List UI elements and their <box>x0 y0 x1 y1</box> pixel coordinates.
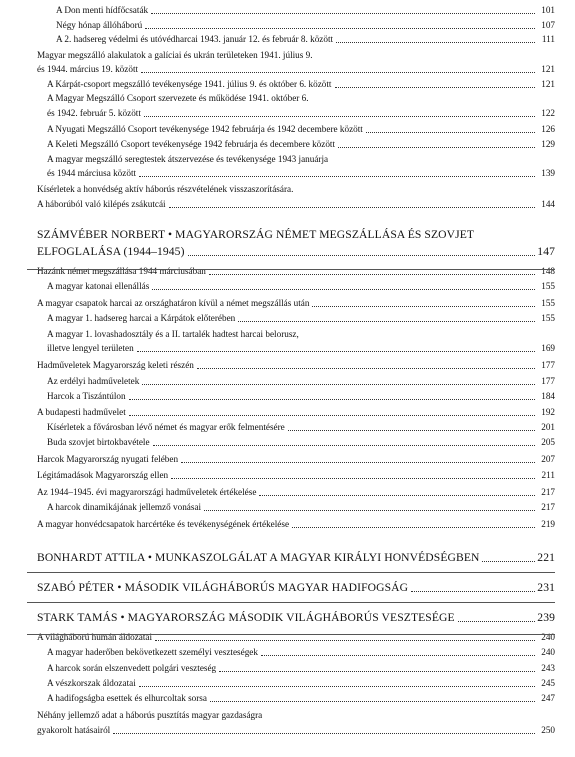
toc-page-number: 217 <box>541 487 555 497</box>
toc-entry-label: A magyar katonai ellenállás <box>47 281 150 291</box>
toc-entry-label: A budapesti hadművelet <box>37 407 126 417</box>
leader-dots <box>129 390 535 400</box>
leader-dots <box>204 501 535 511</box>
leader-dots <box>137 342 535 352</box>
leader-dots <box>210 692 535 702</box>
toc-page-number: 155 <box>541 281 555 291</box>
leader-dots <box>209 265 535 275</box>
toc-page-number: 122 <box>541 108 555 118</box>
toc-entry-label: A háborúból való kilépés zsákutcái <box>37 199 166 209</box>
leader-dots <box>458 610 535 622</box>
toc-entry-label: SZABÓ PÉTER • MÁSODIK VILÁGHÁBORÚS MAGYAR HADIFOGSÁG <box>37 581 409 594</box>
leader-dots <box>197 359 535 369</box>
leader-dots <box>169 198 535 208</box>
toc-page-number: 177 <box>541 360 555 370</box>
leader-dots <box>152 280 535 290</box>
toc-entry-label: illetve lengyel területen <box>47 343 134 353</box>
toc-page-number: 121 <box>541 64 555 74</box>
toc-entry-label: Hazánk német megszállása 1944 márciusában <box>37 266 206 276</box>
leader-dots <box>155 631 535 641</box>
toc-entry-label: Magyar megszálló alakulatok a galíciai és ukrán területeken 1941. július 9. <box>37 50 313 60</box>
toc-page-number: 221 <box>537 551 555 564</box>
toc-entry-label: Buda szovjet birtokbavétele <box>47 437 150 447</box>
leader-dots <box>312 297 535 307</box>
toc-page-number: 148 <box>541 266 555 276</box>
leader-dots <box>171 469 535 479</box>
toc-page-number: 155 <box>541 298 555 308</box>
leader-dots <box>113 724 535 734</box>
toc-page-number: 211 <box>541 470 555 480</box>
toc-page-number: 243 <box>541 663 555 673</box>
section-divider <box>27 634 555 635</box>
toc-page-number: 201 <box>541 422 555 432</box>
leader-dots <box>288 421 535 431</box>
toc-page-number: 250 <box>541 725 555 735</box>
toc-entry-label: Kísérletek a fővárosban lévő német és magyar erők felmentésére <box>47 422 285 432</box>
leader-dots <box>238 312 535 322</box>
toc-entry-label: A világháború humán áldozatai <box>37 632 153 642</box>
toc-entry-label: A Don menti hídfőcsaták <box>56 5 149 15</box>
toc-page-number: 207 <box>541 454 555 464</box>
toc-page-number: 217 <box>541 502 555 512</box>
toc-entry-label: A magyar haderőben bekövetkezett személyi veszteségek <box>47 647 258 657</box>
leader-dots <box>338 138 535 148</box>
toc-page-number: 177 <box>541 376 555 386</box>
section-divider <box>27 602 555 603</box>
toc-page-number: 155 <box>541 313 555 323</box>
toc-entry-label: STARK TAMÁS • MAGYARORSZÁG MÁSODIK VILÁGHÁBORÚS VESZTESÉGE <box>37 611 455 624</box>
toc-page-number: 147 <box>537 245 555 258</box>
toc-entry-label: A Keleti Megszálló Csoport tevékenysége 1942 februárja és decembere között <box>47 139 336 149</box>
toc-page-number: 184 <box>541 391 555 401</box>
toc-page-number: 239 <box>537 611 555 624</box>
toc-entry-label: és 1944. március 19. között <box>37 64 139 74</box>
toc-page-number: 192 <box>541 407 555 417</box>
toc-entry-label: Légitámadások Magyarország ellen <box>37 470 169 480</box>
toc-entry-label: SZÁMVÉBER NORBERT • MAGYARORSZÁG NÉMET MEGSZÁLLÁSA ÉS SZOVJET <box>37 228 475 241</box>
toc-entry-label: A magyar 1. hadsereg harcai a Kárpátok előterében <box>47 313 236 323</box>
toc-page-number: 247 <box>541 693 555 703</box>
toc-page-number: 129 <box>541 139 555 149</box>
leader-dots <box>139 167 535 177</box>
toc-entry-label: A vészkorszak áldozatai <box>47 678 136 688</box>
toc-entry-label: és 1942. február 5. között <box>47 108 141 118</box>
toc-entry-label: A magyar megszálló seregtestek átszervezése és tevékenysége 1943 januárja <box>47 154 329 164</box>
toc-page-number: 231 <box>537 581 555 594</box>
leader-dots <box>188 244 535 256</box>
leader-dots <box>141 63 535 73</box>
toc-entry-label: Hadműveletek Magyarország keleti részén <box>37 360 194 370</box>
leader-dots <box>145 19 535 29</box>
leader-dots <box>336 33 535 43</box>
leader-dots <box>292 518 535 528</box>
leader-dots <box>139 677 535 687</box>
toc-entry-label: A Nyugati Megszálló Csoport tevékenysége 1942 februárja és 1942 decembere között <box>47 124 363 134</box>
section-divider <box>27 572 555 573</box>
toc-page-number: 144 <box>541 199 555 209</box>
toc-entry-label: és 1944 márciusa között <box>47 168 137 178</box>
toc-entry-label: Néhány jellemző adat a háborús pusztítás magyar gazdaságra <box>37 710 263 720</box>
toc-page-number: 121 <box>541 79 555 89</box>
toc-page-number: 240 <box>541 647 555 657</box>
toc-entry-label: A magyar csapatok harcai az országhatáron kívül a német megszállás után <box>37 298 310 308</box>
toc-entry-label: Harcok a Tiszántúlon <box>47 391 126 401</box>
toc-page-number: 205 <box>541 437 555 447</box>
toc-page-number: 126 <box>541 124 555 134</box>
leader-dots <box>129 406 535 416</box>
toc-entry-label: A harcok során elszenvedett polgári veszteség <box>47 663 217 673</box>
toc-entry-label: A Magyar Megszálló Csoport szervezete és működése 1941. október 6. <box>47 93 309 103</box>
leader-dots <box>219 662 535 672</box>
leader-dots <box>335 78 535 88</box>
toc-page-number: 101 <box>541 5 555 15</box>
toc-entry-label: gyakorolt hatásairól <box>37 725 111 735</box>
toc-entry-label: A Kárpát-csoport megszálló tevékenysége 1941. július 9. és október 6. között <box>47 79 332 89</box>
toc-entry-label: A harcok dinamikájának jellemző vonásai <box>47 502 202 512</box>
leader-dots <box>142 375 535 385</box>
leader-dots <box>181 453 535 463</box>
toc-entry-label: Az 1944–1945. évi magyarországi hadműveletek értékelése <box>37 487 257 497</box>
toc-entry-label: A hadifogságba esettek és elhurcoltak sorsa <box>47 693 207 703</box>
leader-dots <box>482 550 535 562</box>
leader-dots <box>151 4 535 14</box>
toc-entry-label: A 2. hadsereg védelmi és utóvédharcai 1943. január 12. és február 8. között <box>56 34 334 44</box>
toc-page-number: 240 <box>541 632 555 642</box>
toc-page-number: 245 <box>541 678 555 688</box>
toc-page-number: 169 <box>541 343 555 353</box>
toc-entry-label: BONHARDT ATTILA • MUNKASZOLGÁLAT A MAGYAR KIRÁLYI HONVÉDSÉGBEN <box>37 551 480 564</box>
toc-entry-label: A magyar 1. lovashadosztály és a II. tartalék hadtest harcai belorusz, <box>47 329 299 339</box>
leader-dots <box>411 580 535 592</box>
leader-dots <box>144 107 535 117</box>
toc-entry-label: Kísérletek a honvédség aktív háborús részvételének visszaszorítására. <box>37 184 294 194</box>
toc-page-number: 219 <box>541 519 555 529</box>
leader-dots <box>153 436 535 446</box>
toc-entry-label: Négy hónap állóháború <box>56 20 143 30</box>
toc-entry-label: ELFOGLALÁSA (1944–1945) <box>37 245 185 258</box>
toc-page-number: 139 <box>541 168 555 178</box>
leader-dots <box>261 646 535 656</box>
toc-entry-label: A magyar honvédcsapatok harcértéke és tevékenységének értékelése <box>37 519 290 529</box>
toc-page-number: 107 <box>541 20 555 30</box>
toc-page-number: 111 <box>541 34 555 44</box>
leader-dots <box>259 486 535 496</box>
toc-entry-label: Harcok Magyarország nyugati felében <box>37 454 179 464</box>
toc-entry-label: Az erdélyi hadműveletek <box>47 376 140 386</box>
leader-dots <box>366 123 535 133</box>
section-divider <box>27 269 555 270</box>
